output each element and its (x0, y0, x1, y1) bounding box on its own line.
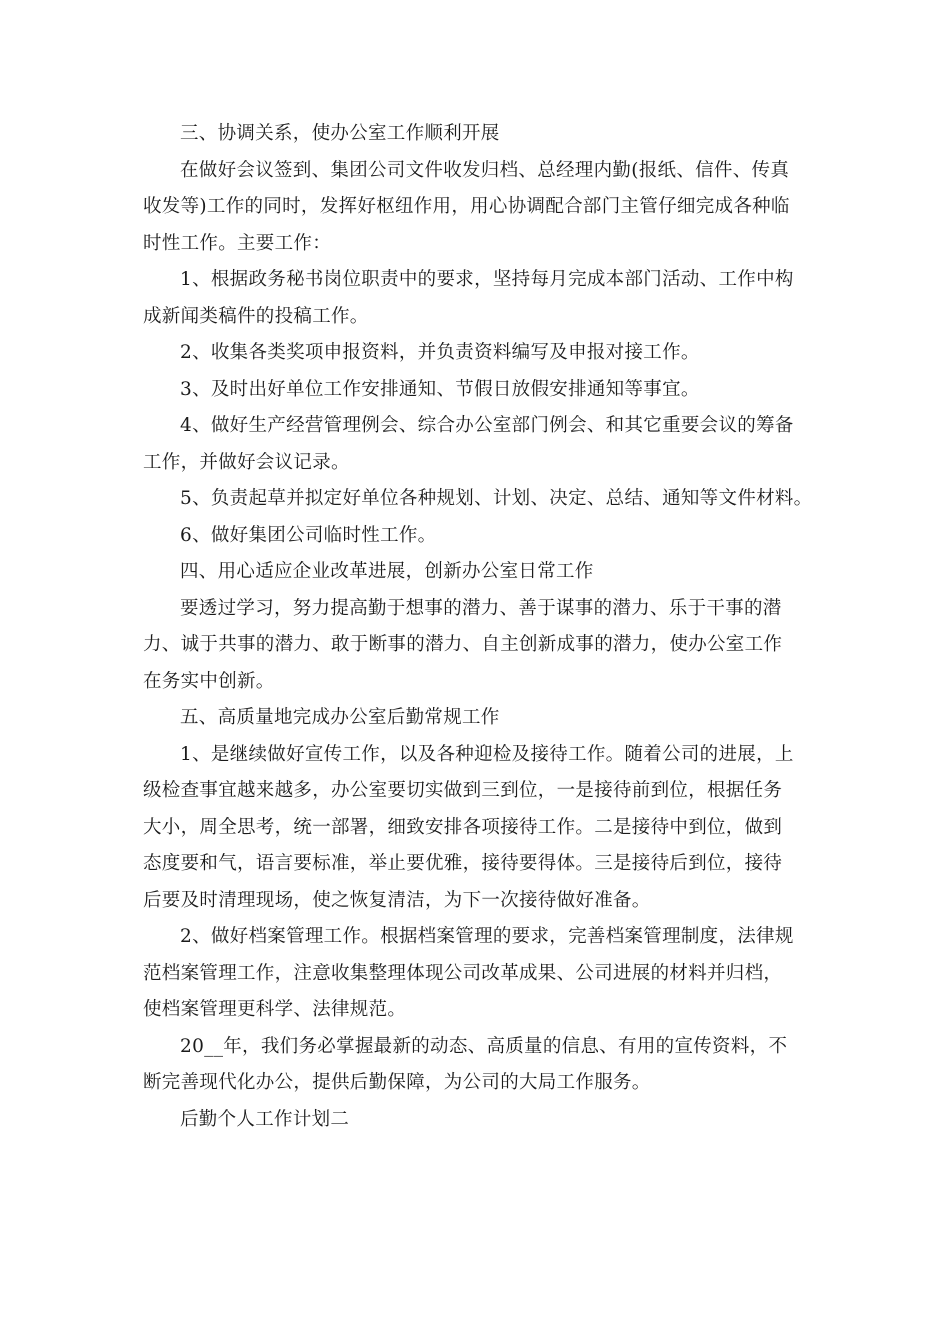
text-line: 1、是继续做好宣传工作，以及各种迎检及接待工作。随着公司的进展，上 (180, 743, 794, 765)
text-line: 使档案管理更科学、法律规范。 (143, 999, 407, 1020)
text-line: 1、根据政务秘书岗位职责中的要求，坚持每月完成本部门活动、工作中构 (180, 269, 794, 290)
text-line: 时性工作。主要工作： (143, 232, 332, 254)
text-line: 在做好会议签到、集团公司文件收发归档、总经理内勤(报纸、信件、传真 (180, 159, 790, 181)
text-line: 要透过学习，努力提高勤于想事的潜力、善于谋事的潜力、乐于干事的潜 (180, 597, 782, 619)
text-line: 力、诚于共事的潜力、敢于断事的潜力、自主创新成事的潜力，使办公室工作 (143, 634, 783, 655)
text-line: 大小，周全思考，统一部署，细致安排各项接待工作。二是接待中到位，做到 (143, 816, 783, 838)
paragraph (143, 591, 823, 701)
paragraph (143, 372, 823, 409)
text-line: 在务实中创新。 (143, 670, 275, 692)
text-line: 三、协调关系，使办公室工作顺利开展 (180, 123, 500, 144)
document-body (143, 116, 823, 1138)
paragraph (143, 1102, 823, 1139)
text-line: 成新闻类稿件的投稿工作。 (143, 305, 369, 327)
paragraph (143, 737, 823, 920)
paragraph (143, 1029, 823, 1102)
text-line: 6、做好集团公司临时性工作。 (180, 524, 437, 546)
text-line: 五、高质量地完成办公室后勤常规工作 (180, 707, 500, 728)
text-line: 工作，并做好会议记录。 (143, 451, 350, 473)
paragraph (143, 518, 823, 555)
text-line: 3、及时出好单位工作安排通知、节假日放假安排通知等事宜。 (180, 378, 700, 400)
paragraph (143, 116, 823, 153)
text-line: 四、用心适应企业改革进展，创新办公室日常工作 (180, 561, 594, 582)
text-line: 5、负责起草并拟定好单位各种规划、计划、决定、总结、通知等文件材料。 (180, 488, 813, 509)
paragraph (143, 700, 823, 737)
paragraph (143, 335, 823, 372)
text-line: 收发等)工作的同时，发挥好枢纽作用，用心协调配合部门主管仔细完成各种临 (143, 196, 790, 217)
text-line: 范档案管理工作，注意收集整理体现公司改革成果、公司进展的材料并归档， (143, 962, 783, 984)
paragraph (143, 554, 823, 591)
paragraph (143, 262, 823, 335)
text-line: 态度要和气，语言要标准，举止要优雅，接待要得体。三是接待后到位，接待 (143, 853, 783, 874)
paragraph (143, 919, 823, 1029)
text-line: 2、收集各类奖项申报资料，并负责资料编写及申报对接工作。 (180, 342, 700, 363)
text-line: 20__年，我们务必掌握最新的动态、高质量的信息、有用的宣传资料，不 (180, 1035, 788, 1057)
text-line: 2、做好档案管理工作。根据档案管理的要求，完善档案管理制度，法律规 (180, 926, 794, 947)
paragraph (143, 408, 823, 481)
text-line: 后要及时清理现场，使之恢复清洁，为下一次接待做好准备。 (143, 889, 651, 911)
text-line: 级检查事宜越来越多，办公室要切实做到三到位，一是接待前到位，根据任务 (143, 780, 783, 801)
text-line: 断完善现代化办公，提供后勤保障，为公司的大局工作服务。 (143, 1072, 651, 1093)
paragraph (143, 481, 823, 518)
paragraph (143, 153, 823, 263)
text-line: 后勤个人工作计划二 (180, 1108, 350, 1130)
text-line: 4、做好生产经营管理例会、综合办公室部门例会、和其它重要会议的筹备 (180, 415, 794, 436)
